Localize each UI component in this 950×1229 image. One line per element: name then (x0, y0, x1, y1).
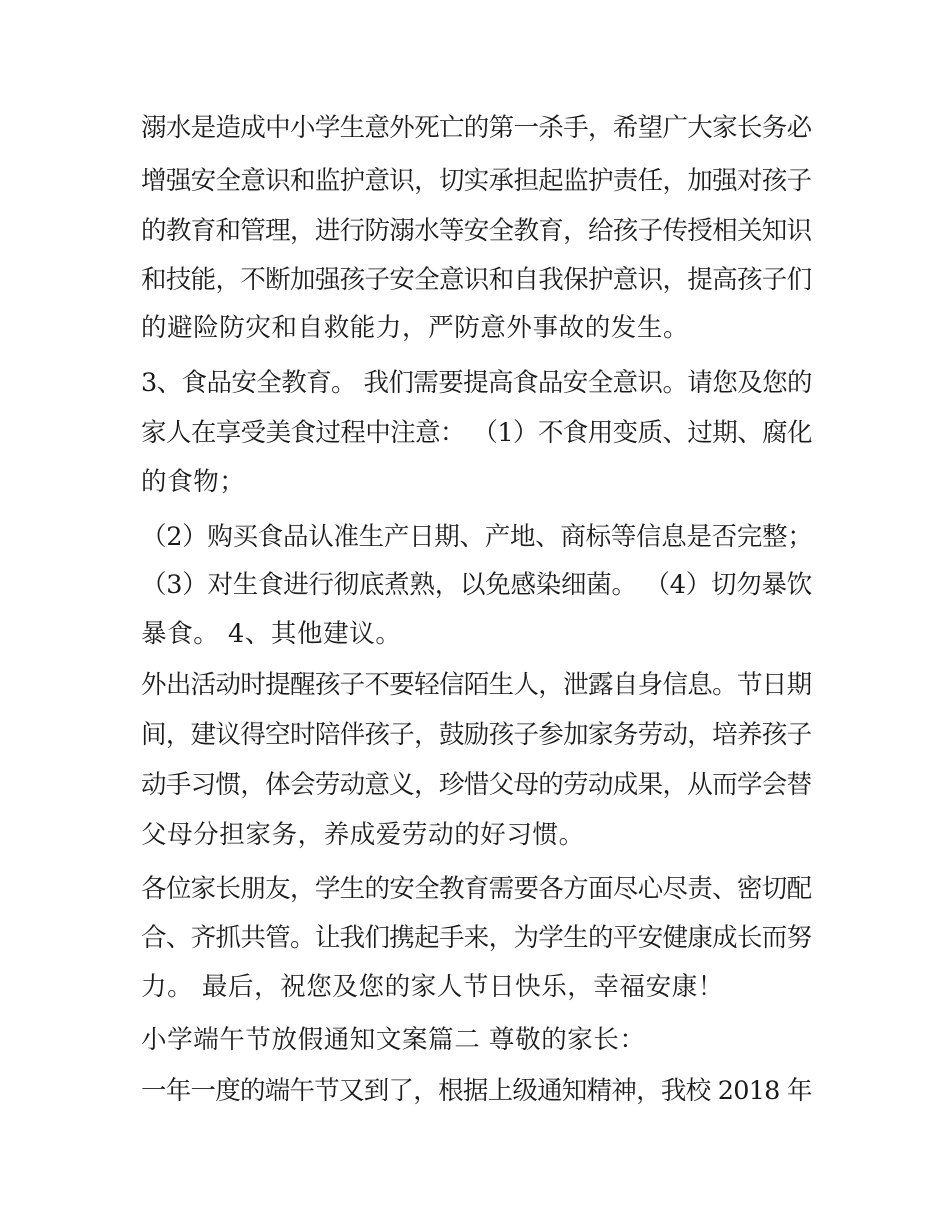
text-line: 父母分担家务，养成爱劳动的好习惯。 (141, 820, 585, 850)
text-line: 增强安全意识和监护意识，切实承担起监护责任，加强对孩子 (141, 166, 812, 196)
text-line: （3）对生食进行彻底煮熟，以免感染细菌。 （4）切勿暴饮 (141, 570, 813, 600)
text-line: 的食物； (141, 467, 246, 497)
text-line: 间，建议得空时陪伴孩子，鼓励孩子参加家务劳动，培养孩子 (141, 720, 812, 750)
text-line: 动手习惯，体会劳动意义，珍惜父母的劳动成果，从而学会替 (141, 770, 812, 800)
text-line: 小学端午节放假通知文案篇二 尊敬的家长： (141, 1025, 646, 1055)
text-line: 的避险防灾和自救能力，严防意外事故的发生。 (141, 313, 690, 343)
text-line: 暴食。 4、其他建议。 (141, 619, 402, 649)
text-line: 力。 最后，祝您及您的家人节日快乐，幸福安康！ (141, 972, 724, 1002)
text-line: （2）购买食品认准生产日期、产地、商标等信息是否完整； (141, 522, 813, 552)
text-line: 外出活动时提醒孩子不要轻信陌生人，泄露自身信息。节日期 (141, 670, 812, 700)
text-line: 家人在享受美食过程中注意： （1）不食用变质、过期、腐化 (141, 418, 812, 448)
text-line: 3、食品安全教育。 我们需要提高食品安全意识。请您及您的 (141, 368, 812, 398)
text-line: 和技能，不断加强孩子安全意识和自我保护意识，提高孩子们 (141, 265, 812, 295)
text-line: 各位家长朋友，学生的安全教育需要各方面尽心尽责、密切配 (141, 874, 812, 904)
text-line: 合、齐抓共管。让我们携起手来，为学生的平安健康成长而努 (141, 923, 812, 953)
text-line: 溺水是造成中小学生意外死亡的第一杀手，希望广大家长务必 (141, 113, 812, 143)
text-line: 的教育和管理，进行防溺水等安全教育，给孩子传授相关知识 (141, 216, 812, 246)
text-line: 一年一度的端午节又到了，根据上级通知精神，我校 2018 年 (141, 1076, 812, 1106)
